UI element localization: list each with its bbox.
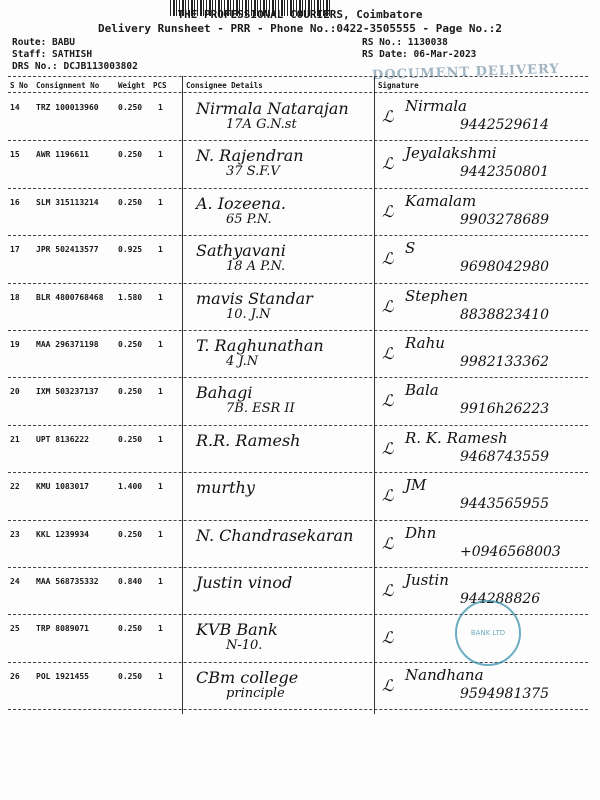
row-pcs: 1 <box>158 197 163 207</box>
consignee-name: mavis Standar <box>196 288 313 308</box>
company-line: THE PROFESSIONAL COURIERS, Coimbatore <box>177 8 423 21</box>
col-consignment: Consignment No <box>36 81 100 90</box>
rs-date: RS Date: 06-Mar-2023 <box>362 49 477 60</box>
row-consignment-no: UPT 8136222 <box>36 434 89 444</box>
recipient-phone: 8838823410 <box>460 306 550 323</box>
col-consignee: Consignee Details <box>186 81 263 90</box>
recipient-phone: 9982133362 <box>460 354 550 370</box>
recipient-signature: S <box>405 239 416 258</box>
route-label: Route: BABU <box>12 37 75 48</box>
row-sno: 15 <box>10 150 20 160</box>
row-pcs: 1 <box>158 340 163 349</box>
consignee-name: KVB Bank <box>196 620 278 640</box>
table-row <box>0 664 600 711</box>
recipient-signature: Stephen <box>405 286 468 305</box>
row-weight: 0.925 <box>118 245 143 255</box>
row-weight: 0.250 <box>118 103 143 112</box>
consignee-address: 18 A P.N. <box>226 259 286 275</box>
recipient-phone: +0946568003 <box>460 543 561 560</box>
row-consignment-no: JPR 502413577 <box>36 245 99 255</box>
row-weight: 0.250 <box>118 387 143 397</box>
table-row <box>0 237 600 284</box>
document-title <box>0 8 600 36</box>
row-pcs: 1 <box>158 387 163 397</box>
recipient-phone: 9442350801 <box>460 164 550 181</box>
table-row <box>0 142 600 189</box>
col-weight: Weight <box>118 81 146 90</box>
received-mark: ℒ <box>382 486 394 506</box>
header-rule-bottom <box>8 92 588 93</box>
table-row <box>0 522 600 569</box>
row-sno: 17 <box>10 245 20 255</box>
row-weight: 0.250 <box>118 434 143 444</box>
recipient-signature: Bala <box>405 381 439 400</box>
staff-label: Staff: SATHISH <box>12 49 93 60</box>
row-pcs: 1 <box>158 482 163 492</box>
table-row <box>0 379 600 426</box>
table-row <box>0 427 600 474</box>
recipient-phone: 9443565955 <box>460 496 550 513</box>
recipient-phone: 9442529614 <box>460 117 550 133</box>
row-sno: 16 <box>10 197 20 207</box>
recipient-signature: Justin <box>405 571 449 589</box>
row-pcs: 1 <box>158 292 163 302</box>
row-separator <box>8 377 588 378</box>
row-pcs: 1 <box>158 671 163 681</box>
received-mark: ℒ <box>382 533 394 553</box>
row-separator <box>8 235 588 236</box>
recipient-phone: 944288826 <box>460 591 541 607</box>
row-separator <box>8 330 588 331</box>
row-sno: 20 <box>10 387 20 397</box>
recipient-phone: 9903278689 <box>460 211 550 228</box>
row-consignment-no: TRP 8089071 <box>36 624 89 634</box>
consignee-name: Nirmala Natarajan <box>196 99 349 118</box>
row-weight: 1.400 <box>118 482 143 492</box>
consignee-address: 7B. ESR II <box>226 401 295 417</box>
consignee-address: 10. J.N <box>226 306 271 322</box>
received-mark: ℒ <box>382 107 394 126</box>
row-pcs: 1 <box>158 103 163 112</box>
consignee-name: T. Raghunathan <box>196 336 324 355</box>
consignee-name: Bahagi <box>196 383 253 403</box>
received-mark: ℒ <box>382 249 394 269</box>
consignee-name: A. Iozeena. <box>196 193 286 213</box>
consignee-address: 17A G.N.st <box>226 117 297 132</box>
row-separator <box>8 140 588 141</box>
row-consignment-no: MAA 568735332 <box>36 577 99 586</box>
consignee-address: 65 P.N. <box>226 211 272 227</box>
table-row <box>0 190 600 237</box>
row-weight: 0.250 <box>118 529 143 539</box>
recipient-phone: 9916h26223 <box>460 401 550 418</box>
document-delivery-stamp: DOCUMENT DELIVERY <box>371 61 560 84</box>
row-sno: 21 <box>10 434 20 444</box>
row-sno: 19 <box>10 340 20 349</box>
col-pcs: PCS <box>153 81 167 90</box>
bank-seal-stamp: BANK LTD <box>455 600 521 666</box>
consignee-name: Sathyavani <box>196 241 286 261</box>
consignee-address: 37 S.F.V <box>226 164 280 180</box>
row-separator <box>8 283 588 284</box>
table-row <box>0 474 600 521</box>
runsheet-line: Delivery Runsheet - PRR - Phone No.:0422-3505555 - Page No.:2 <box>98 22 502 35</box>
drs-label: DRS No.: DCJB113003802 <box>12 61 138 72</box>
row-sno: 26 <box>10 671 20 681</box>
row-pcs: 1 <box>158 577 163 586</box>
row-weight: 0.250 <box>118 197 143 207</box>
row-consignment-no: MAA 296371198 <box>36 340 99 349</box>
recipient-signature: Nandhana <box>405 665 484 684</box>
row-weight: 0.840 <box>118 577 143 586</box>
table-row <box>0 285 600 332</box>
consignee-address: principle <box>226 685 285 701</box>
row-separator <box>8 520 588 521</box>
recipient-signature: Dhn <box>405 523 437 542</box>
received-mark: ℒ <box>382 675 394 695</box>
row-consignment-no: KKL 1239934 <box>36 529 89 539</box>
row-weight: 0.250 <box>118 624 143 634</box>
header-rule-top <box>8 76 588 77</box>
row-consignment-no: SLM 315113214 <box>36 197 99 207</box>
consignee-address: 4 J.N <box>226 354 259 369</box>
received-mark: ℒ <box>382 438 394 458</box>
consignee-name: CBm college <box>196 667 299 687</box>
consignee-name: Justin vinod <box>196 573 293 592</box>
row-pcs: 1 <box>158 624 163 634</box>
row-consignment-no: IXM 503237137 <box>36 387 99 397</box>
row-separator <box>8 472 588 473</box>
row-weight: 0.250 <box>118 671 143 681</box>
row-sno: 25 <box>10 624 20 634</box>
received-mark: ℒ <box>382 391 394 411</box>
row-consignment-no: AWR 1196611 <box>36 150 89 160</box>
received-mark: ℒ <box>382 344 394 363</box>
consignee-name: murthy <box>196 478 255 498</box>
row-consignment-no: KMU 1083017 <box>36 482 89 492</box>
received-mark: ℒ <box>382 628 394 648</box>
received-mark: ℒ <box>382 296 394 316</box>
row-consignment-no: POL 1921455 <box>36 671 89 681</box>
recipient-phone: 9594981375 <box>460 685 550 702</box>
table-row <box>0 332 600 379</box>
table-row <box>0 95 600 142</box>
recipient-phone: 9698042980 <box>460 259 550 276</box>
row-pcs: 1 <box>158 245 163 255</box>
row-weight: 1.580 <box>118 292 143 302</box>
row-consignment-no: BLR 4800768468 <box>36 292 104 302</box>
row-pcs: 1 <box>158 434 163 444</box>
col-sno: S No <box>10 81 29 90</box>
row-weight: 0.250 <box>118 340 143 349</box>
received-mark: ℒ <box>382 201 394 221</box>
col-signature: Signature <box>378 81 419 90</box>
row-pcs: 1 <box>158 529 163 539</box>
row-separator <box>8 425 588 426</box>
row-separator <box>8 709 588 710</box>
received-mark: ℒ <box>382 154 394 174</box>
recipient-phone: 9468743559 <box>460 448 550 465</box>
row-sno: 18 <box>10 292 20 302</box>
recipient-signature: JM <box>405 476 427 495</box>
row-separator <box>8 188 588 189</box>
row-sno: 24 <box>10 577 20 586</box>
consignee-name: N. Rajendran <box>196 146 304 166</box>
row-sno: 23 <box>10 529 20 539</box>
row-sno: 22 <box>10 482 20 492</box>
row-weight: 0.250 <box>118 150 143 160</box>
row-pcs: 1 <box>158 150 163 160</box>
row-consignment-no: TRZ 100013960 <box>36 103 99 112</box>
recipient-signature: Kamalam <box>405 191 477 210</box>
rs-number: RS No.: 1130038 <box>362 37 448 48</box>
recipient-signature: Rahu <box>405 334 445 352</box>
consignee-name: R.R. Ramesh <box>196 430 301 450</box>
row-separator <box>8 567 588 568</box>
recipient-signature: R. K. Ramesh <box>405 428 508 447</box>
consignee-address: N-10. <box>226 638 263 654</box>
recipient-signature: Nirmala <box>405 97 467 115</box>
row-sno: 14 <box>10 103 20 112</box>
recipient-signature: Jeyalakshmi <box>405 144 497 163</box>
received-mark: ℒ <box>382 581 394 600</box>
consignee-name: N. Chandrasekaran <box>196 525 354 545</box>
